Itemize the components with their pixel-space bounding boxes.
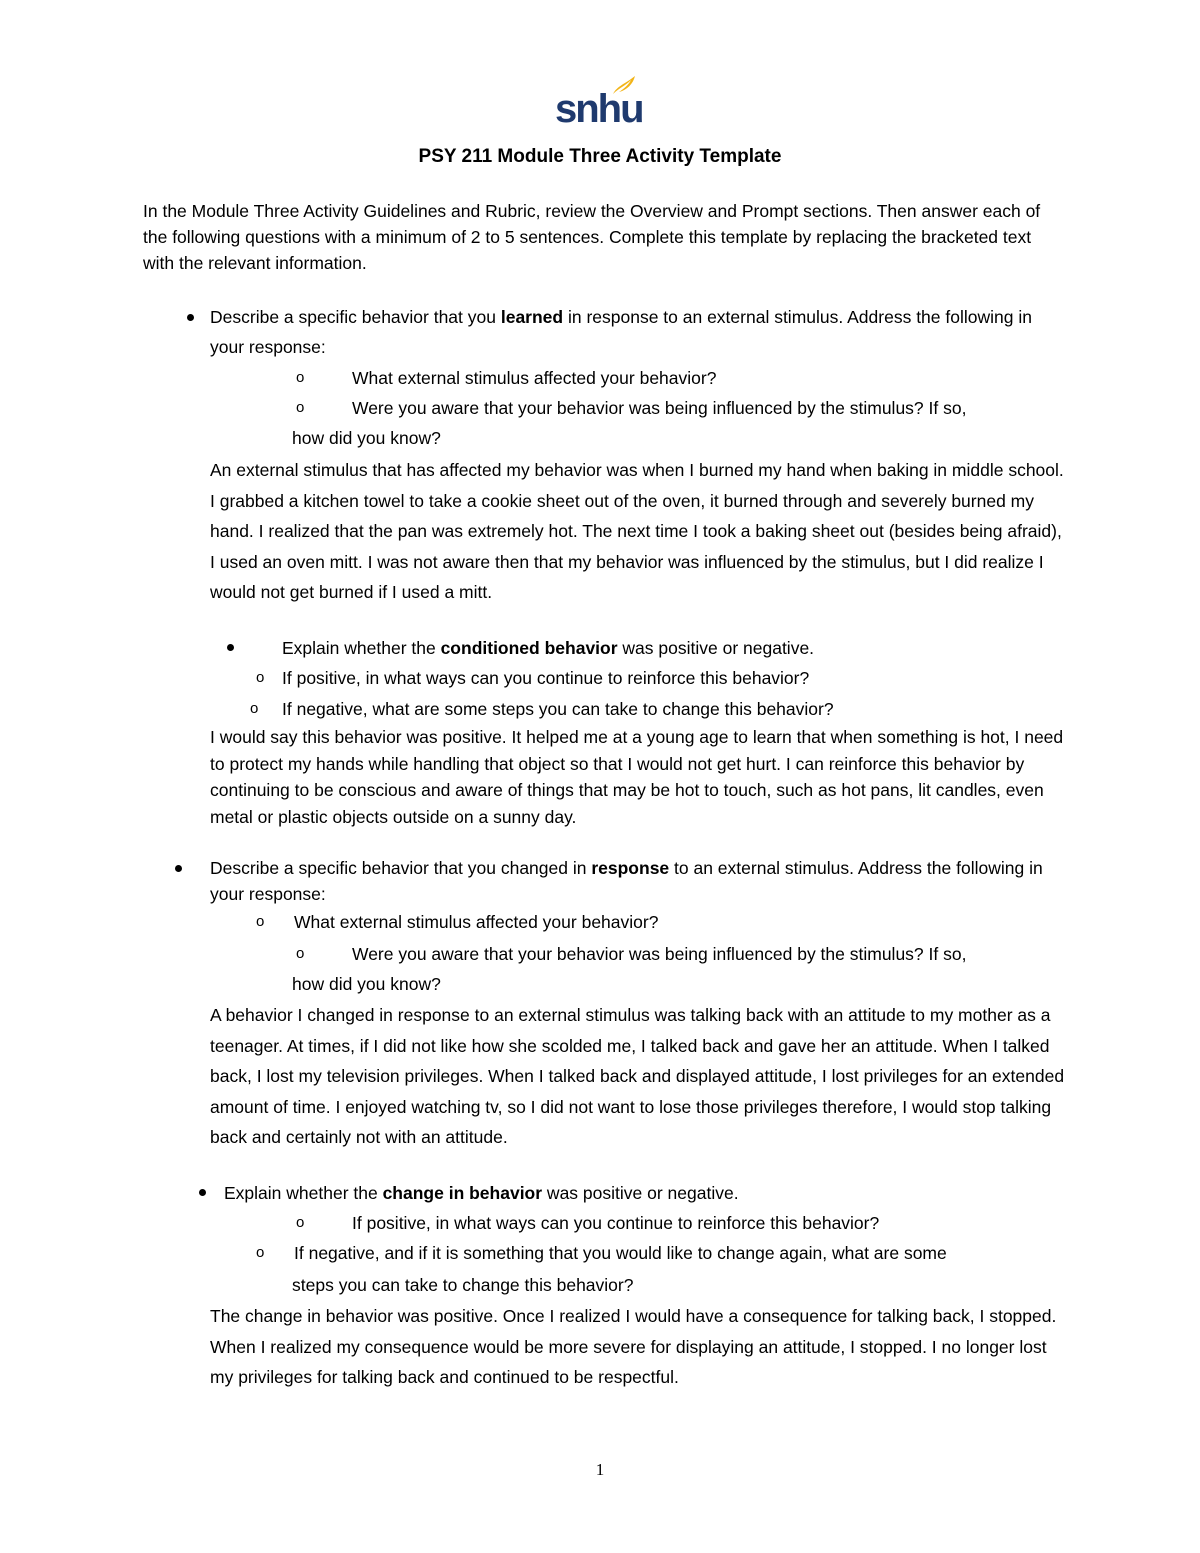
question-2-text-end: was positive or negative. <box>617 638 815 658</box>
question-2-bold: conditioned behavior <box>440 638 618 658</box>
bullet-icon <box>227 644 234 651</box>
question-1 <box>210 302 1070 362</box>
sub-bullet-icon: o <box>256 669 265 686</box>
question-4-sub-b-cont: steps you can take to change this behavior? <box>292 1275 634 1295</box>
question-3-sub-b-cont: how did you know? <box>292 974 441 994</box>
answer-3: A behavior I changed in response to an external stimulus was talking back with an attitude to my mother as a teenager. At times, if I did not like how she scolded me, I talked back and gave her an attitude. When I talked back, I lost my television privileges. When I talked back and displayed attitude, I lost privileges for an extended amount of time. I enjoyed watching tv, so I did not want to lose those privileges therefore, I would stop talking back and certainly not with an attitude. <box>210 1005 1065 1147</box>
question-1-sub-b: Were you aware that your behavior was being influenced by the stimulus? If so, <box>352 398 967 418</box>
sub-bullet-icon: o <box>256 913 265 930</box>
sub-bullet-icon: o <box>250 700 259 717</box>
sub-bullet-icon: o <box>296 399 305 416</box>
question-4-bold: change in behavior <box>382 1183 543 1203</box>
answer-2: I would say this behavior was positive. It helped me at a young age to learn that when something is hot, I need to protect my hands while handling that object so that I would not get hurt. I can reinforce this behavior by continuing to be conscious and aware of things that may be hot to touch, such as hot pans, lit candles, even metal or plastic objects outside on a sunny day. <box>210 727 1064 827</box>
sub-bullet-icon: o <box>296 1214 305 1231</box>
question-3-sub-b: Were you aware that your behavior was being influenced by the stimulus? If so, <box>352 944 967 964</box>
question-2-sub-b: If negative, what are some steps you can take to change this behavior? <box>282 699 834 719</box>
page-number: 1 <box>595 1460 605 1479</box>
answer-1: An external stimulus that has affected my behavior was when I burned my hand when baking in middle school. I grabbed a kitchen towel to take a cookie sheet out of the oven, it burned through and severely burned my hand. I realized that the pan was extremely hot. The next time I took a baking sheet out (besides being afraid), I used an oven mitt. I was not aware then that my behavior was influenced by the stimulus, but I did realize I would not get burned if I used a mitt. <box>210 460 1064 602</box>
question-2 <box>282 633 814 663</box>
question-3 <box>210 855 1070 907</box>
question-4-text-end: was positive or negative. <box>542 1183 739 1203</box>
question-4-text: Explain whether the <box>224 1183 383 1203</box>
sub-bullet-icon: o <box>256 1244 265 1261</box>
question-4 <box>224 1178 739 1208</box>
question-1-sub-b-cont: how did you know? <box>292 428 441 448</box>
question-2-sub-a: If positive, in what ways can you continue to reinforce this behavior? <box>282 668 810 688</box>
question-3-text-end: to an external stimulus. Address the following in your response: <box>210 858 1043 904</box>
bullet-icon <box>199 1189 206 1196</box>
bullet-icon <box>187 314 194 321</box>
question-3-text: Describe a specific behavior that you changed in <box>210 858 592 878</box>
answer-4: The change in behavior was positive. Once I realized I would have a consequence for talking back, I stopped. When I realized my consequence would be more severe for displaying an attitude, I stopped. I no longer lost my privileges for talking back and continued to be respectful. <box>210 1306 1057 1387</box>
logo-text: snhu <box>555 87 643 131</box>
question-3-sub-a: What external stimulus affected your behavior? <box>294 912 659 932</box>
bullet-icon <box>175 865 182 872</box>
page-title: PSY 211 Module Three Activity Template <box>418 146 782 167</box>
snhu-logo <box>555 72 643 132</box>
question-1-text-end: in response to an external stimulus. Address the following in your response: <box>210 307 1032 357</box>
question-2-text: Explain whether the <box>282 638 441 658</box>
question-1-text: Describe a specific behavior that you <box>210 307 501 327</box>
question-1-bold: learned <box>500 307 564 327</box>
question-4-sub-b: If negative, and if it is something that you would like to change again, what are some <box>294 1243 947 1263</box>
intro-paragraph: In the Module Three Activity Guidelines and Rubric, review the Overview and Prompt sections. Then answer each of the following questions with a minimum of 2 to 5 sentences. Complete this template by replacing the bracketed text with the relevant information. <box>143 201 1041 273</box>
question-1-sub-a: What external stimulus affected your behavior? <box>352 368 717 388</box>
sub-bullet-icon: o <box>296 369 305 386</box>
question-4-sub-a: If positive, in what ways can you continue to reinforce this behavior? <box>352 1213 880 1233</box>
question-3-bold: response <box>591 858 670 878</box>
sub-bullet-icon: o <box>296 945 305 962</box>
